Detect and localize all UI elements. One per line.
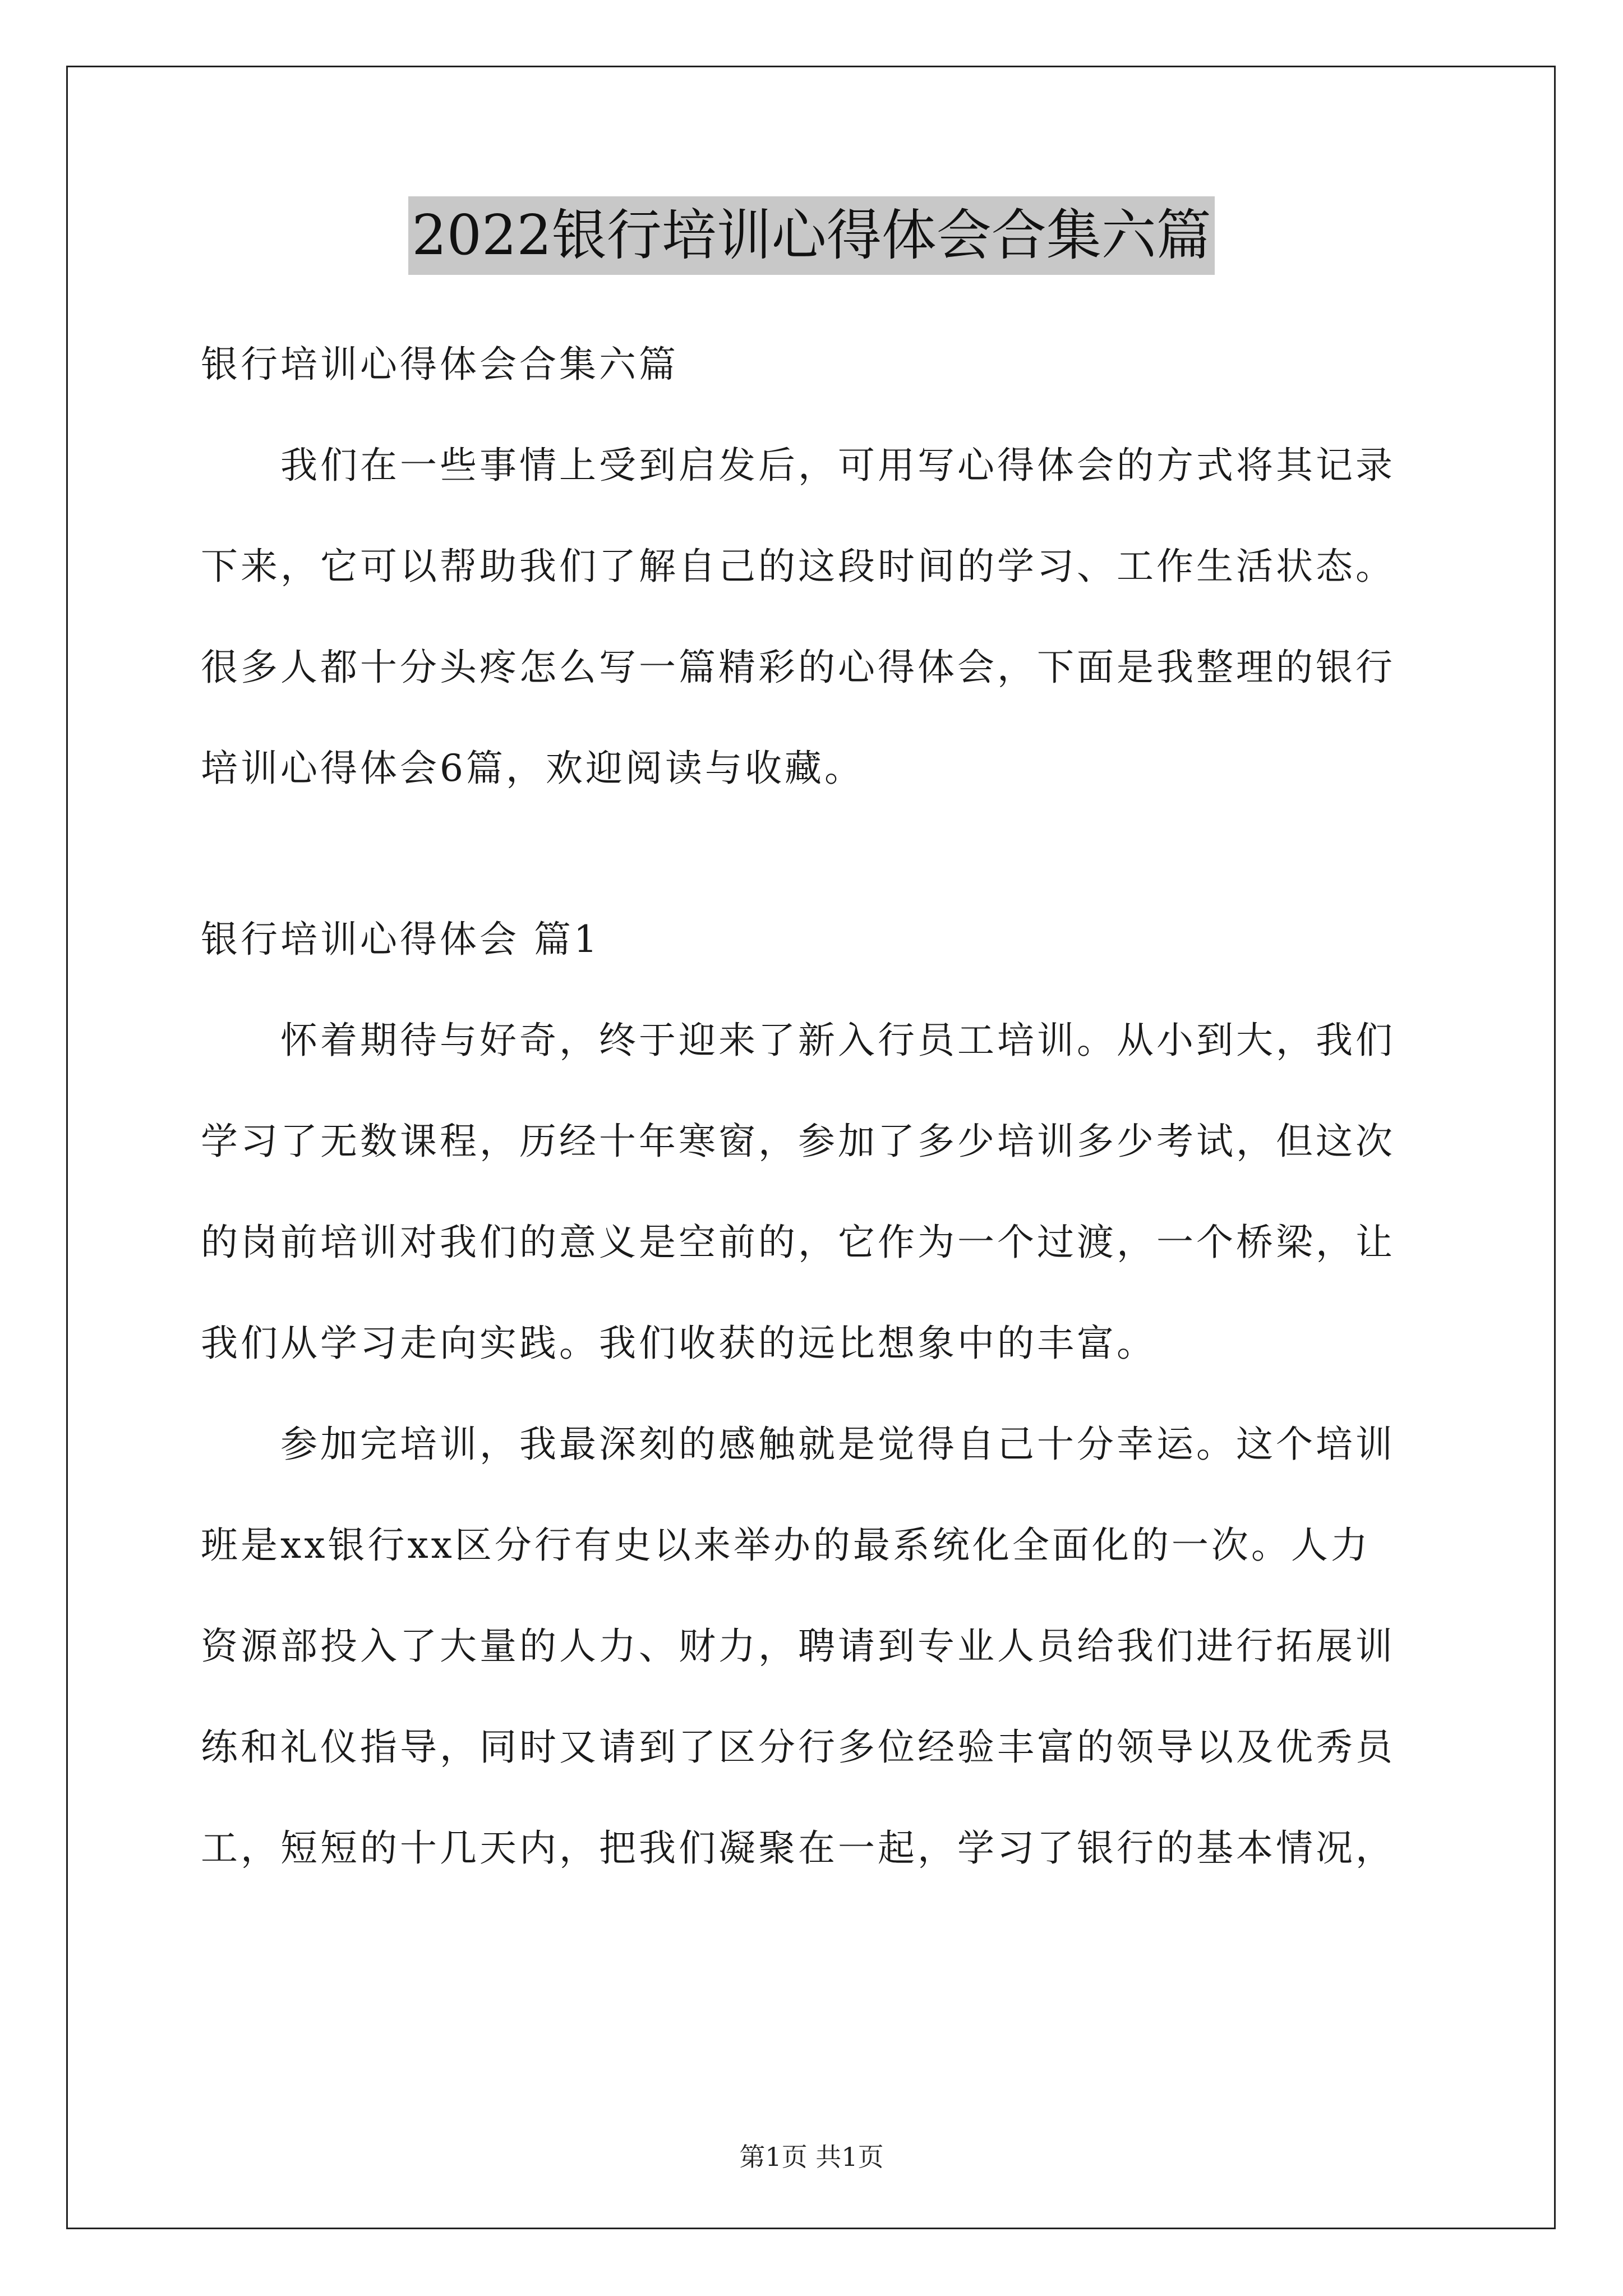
paragraph-line: 班是xx银行xx区分行有史以来举办的最系统化全面化的一次。人力 bbox=[201, 1524, 1371, 1567]
paragraph-line: 练和礼仪指导，同时又请到了区分行多位经验丰富的领导以及优秀员 bbox=[201, 1726, 1395, 1769]
paragraph-line: 的岗前培训对我们的意义是空前的，它作为一个过渡，一个桥梁，让 bbox=[201, 1221, 1395, 1264]
document-subtitle: 银行培训心得体会合集六篇 bbox=[201, 343, 679, 386]
title-container bbox=[0, 196, 1623, 275]
paragraph-line: 资源部投入了大量的人力、财力，聘请到专业人员给我们进行拓展训 bbox=[201, 1625, 1395, 1668]
page-footer: 第1页 共1页 bbox=[739, 2142, 884, 2172]
document-title: 2022银行培训心得体会合集六篇 bbox=[408, 196, 1214, 275]
paragraph-line: 参加完培训，我最深刻的感触就是觉得自己十分幸运。这个培训 bbox=[280, 1423, 1395, 1466]
intro-line: 培训心得体会6篇，欢迎阅读与收藏。 bbox=[201, 747, 864, 790]
intro-line: 我们在一些事情上受到启发后，可用写心得体会的方式将其记录 bbox=[280, 444, 1395, 487]
paragraph-line: 我们从学习走向实践。我们收获的远比想象中的丰富。 bbox=[201, 1322, 1156, 1365]
paragraph-line: 工，短短的十几天内，把我们凝聚在一起，学习了银行的基本情况， bbox=[201, 1826, 1395, 1870]
section-gap bbox=[201, 819, 1429, 889]
intro-line: 下来，它可以帮助我们了解自己的这段时间的学习、工作生活状态。 bbox=[201, 545, 1395, 588]
section-heading: 银行培训心得体会 篇1 bbox=[201, 918, 600, 961]
paragraph-line: 学习了无数课程，历经十年寒窗，参加了多少培训多少考试，但这次 bbox=[201, 1120, 1395, 1163]
document-body bbox=[201, 314, 1429, 1899]
intro-line: 很多人都十分头疼怎么写一篇精彩的心得体会，下面是我整理的银行 bbox=[201, 646, 1395, 689]
paragraph-line: 怀着期待与好奇，终于迎来了新入行员工培训。从小到大，我们 bbox=[280, 1019, 1395, 1062]
